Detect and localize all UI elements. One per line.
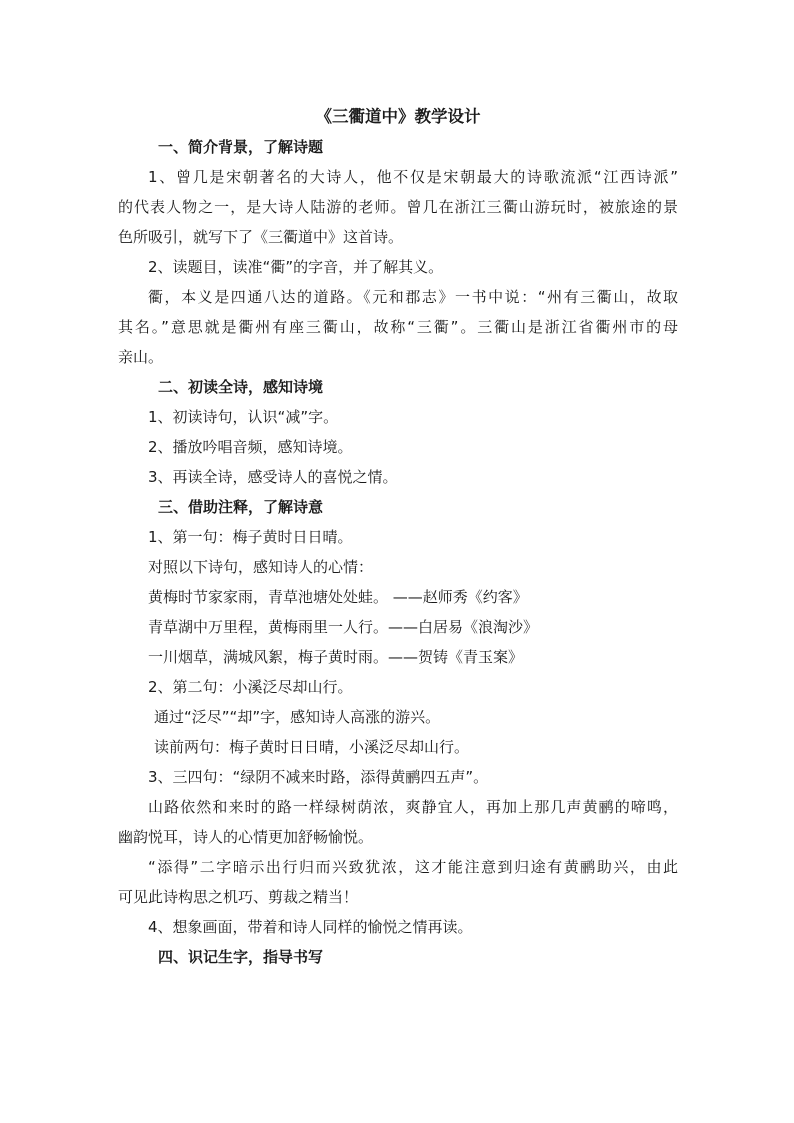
section-heading-4: 四、识记生字，指导书写: [158, 948, 324, 966]
paragraph-line: 2、播放吟唱音频，感知诗境。: [148, 438, 353, 456]
paragraph-line: 1、第一句：梅子黄时日日晴。: [148, 528, 353, 546]
paragraph-line: 3、再读全诗，感受诗人的喜悦之情。: [148, 468, 398, 486]
paragraph-line: 2、第二句：小溪泛尽却山行。: [148, 678, 353, 696]
paragraph-line: 3、三四句：“绿阴不减来时路，添得黄鹂四五声”。: [148, 768, 489, 786]
poem-quote-line: 青草湖中万里程，黄梅雨里一人行。——白居易《浪淘沙》: [148, 618, 539, 636]
poem-quote-line: 黄梅时节家家雨，青草池塘处处蛙。 ——赵师秀《约客》: [148, 588, 528, 606]
paragraph-line: 色所吸引，就写下了《三衢道中》这首诗。: [118, 228, 404, 246]
paragraph-line: 的代表人物之一，是大诗人陆游的老师。曾几在浙江三衢山游玩时，被旅途的景: [118, 198, 678, 216]
poem-quote-line: 一川烟草，满城风絮，梅子黄时雨。——贺铸《青玉案》: [148, 648, 524, 666]
paragraph-line: 其名。”意思就是衢州有座三衢山，故称“三衢”。三衢山是浙江省衢州市的母: [118, 318, 678, 336]
section-heading-2: 二、初读全诗，感知诗境: [158, 378, 324, 396]
paragraph-line: 对照以下诗句，感知诗人的心情：: [148, 558, 374, 576]
paragraph-line: 4、想象画面，带着和诗人同样的愉悦之情再读。: [148, 918, 473, 936]
paragraph-line: 读前两句：梅子黄时日日晴，小溪泛尽却山行。: [154, 738, 470, 756]
paragraph-line: 衢，本义是四通八达的道路。《元和郡志》一书中说：“州有三衢山，故取: [148, 288, 678, 306]
paragraph-line: 幽韵悦耳，诗人的心情更加舒畅愉悦。: [118, 828, 374, 846]
paragraph-line: 1、初读诗句，认识“减”字。: [148, 408, 339, 426]
paragraph-line: 亲山。: [118, 348, 164, 366]
paragraph-line: 1、曾几是宋朝著名的大诗人，他不仅是宋朝最大的诗歌流派“江西诗派”: [148, 168, 678, 186]
paragraph-line: 2、读题目，读准“衢”的字音，并了解其义。: [148, 258, 444, 276]
document-page: [118, 102, 678, 972]
paragraph-line: 可见此诗构思之机巧、剪裁之精当！: [118, 888, 359, 906]
document-title: 《三衢道中》教学设计: [315, 107, 481, 126]
section-heading-1: 一、简介背景，了解诗题: [158, 138, 324, 156]
paragraph-line: 通过“泛尽”“却”字，感知诗人高涨的游兴。: [154, 708, 441, 726]
paragraph-line: “添得”二字暗示出行归而兴致犹浓，这才能注意到归途有黄鹂助兴，由此: [148, 858, 678, 876]
paragraph-line: 山路依然和来时的路一样绿树荫浓，爽静宜人，再加上那几声黄鹂的啼鸣，: [148, 798, 678, 816]
section-heading-3: 三、借助注释，了解诗意: [158, 498, 324, 516]
